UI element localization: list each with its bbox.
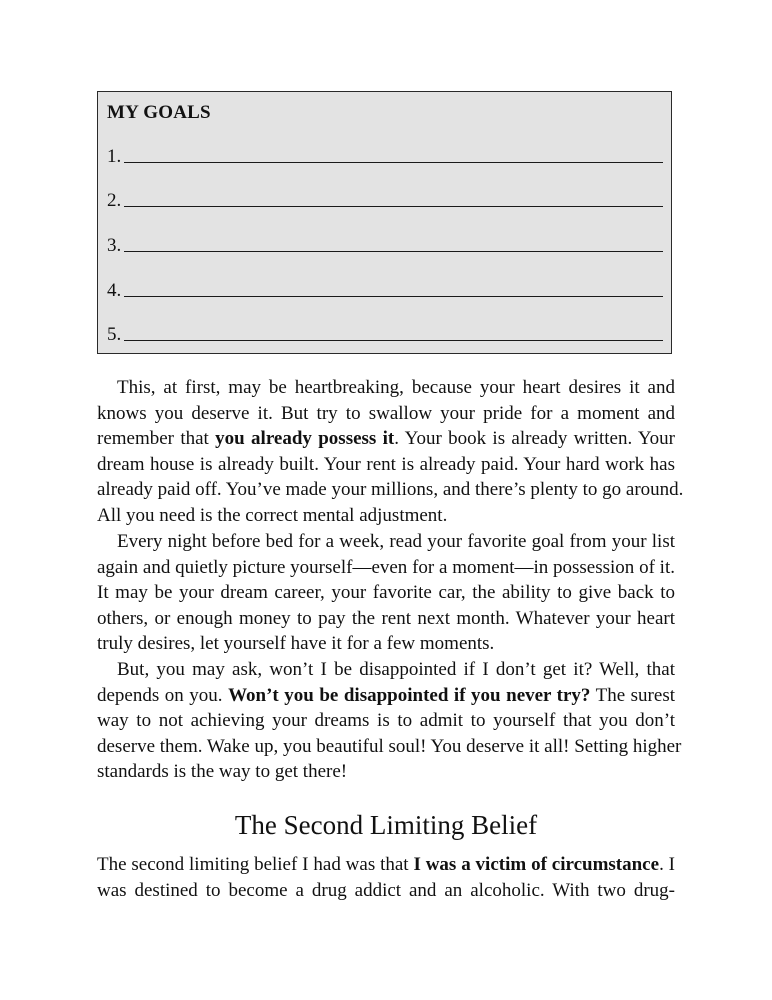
text-line: again and quietly picture yourself—even for a moment—in possession of it. — [97, 556, 675, 578]
text-line: But, you may ask, won’t I be disappointed if I don’t get it? Well, that — [117, 659, 675, 680]
paragraph-2 — [97, 529, 675, 657]
section-heading: The Second Limiting Belief — [234, 810, 538, 840]
text-line: way to not achieving your dreams is to admit to yourself that you don’t — [97, 710, 675, 732]
emphasis: Won’t you be disappointed if you never try? — [228, 684, 591, 706]
goal-blank-line — [124, 296, 663, 297]
text-line: knows you deserve it. But try to swallow your pride for a moment and — [97, 402, 675, 424]
goal-blank-line — [124, 206, 663, 207]
text-line: deserve them. Wake up, you beautiful soul! You deserve it all! Setting higher — [97, 735, 682, 757]
goal-number: 2. — [107, 190, 122, 211]
goal-blank-line — [124, 162, 663, 163]
text-line: truly desires, let yourself have it for a few moments. — [97, 633, 495, 655]
text-line: It may be your dream career, your favorite car, the ability to give back to — [97, 582, 675, 604]
my-goals-box — [97, 91, 672, 354]
text-line: others, or enough money to pay the rent next month. Whatever your heart — [97, 607, 675, 629]
paragraph-3 — [97, 657, 682, 785]
goal-line-5 — [107, 322, 663, 346]
text-line: This, at first, may be heartbreaking, because your heart desires it and — [117, 377, 675, 398]
text-line: Every night before bed for a week, read your favorite goal from your list — [117, 531, 675, 552]
goal-number: 3. — [107, 235, 122, 256]
text-line: was destined to become a drug addict and an alcoholic. With two drug- — [97, 879, 675, 901]
text-line: standards is the way to get there! — [97, 761, 348, 783]
goal-number: 5. — [107, 324, 122, 345]
text-line: already paid off. You’ve made your millions, and there’s plenty to go around. — [97, 479, 684, 501]
goal-number: 4. — [107, 280, 122, 301]
goal-number: 1. — [107, 146, 122, 167]
goal-blank-line — [124, 340, 663, 341]
text-line: remember that you already possess it. Your book is already written. Your — [97, 428, 675, 450]
goal-line-1 — [107, 144, 663, 168]
emphasis: I was a victim of circumstance — [413, 854, 660, 875]
goal-blank-line — [124, 251, 663, 252]
text-line: All you need is the correct mental adjustment. — [97, 504, 448, 526]
goal-line-3 — [107, 233, 663, 257]
goal-line-2 — [107, 188, 663, 212]
text-line: dream house is already built. Your rent is already paid. Your hard work has — [97, 453, 675, 475]
emphasis: you already possess it — [215, 428, 395, 450]
text-line: The second limiting belief I had was that I was a victim of circumstance. I — [97, 854, 676, 875]
goals-title: MY GOALS — [107, 102, 211, 123]
paragraph-1 — [97, 375, 684, 529]
goal-line-4 — [107, 278, 663, 302]
paragraph-4 — [97, 852, 675, 903]
text-line: depends on you. Won’t you be disappointed if you never try? The surest — [97, 684, 675, 706]
